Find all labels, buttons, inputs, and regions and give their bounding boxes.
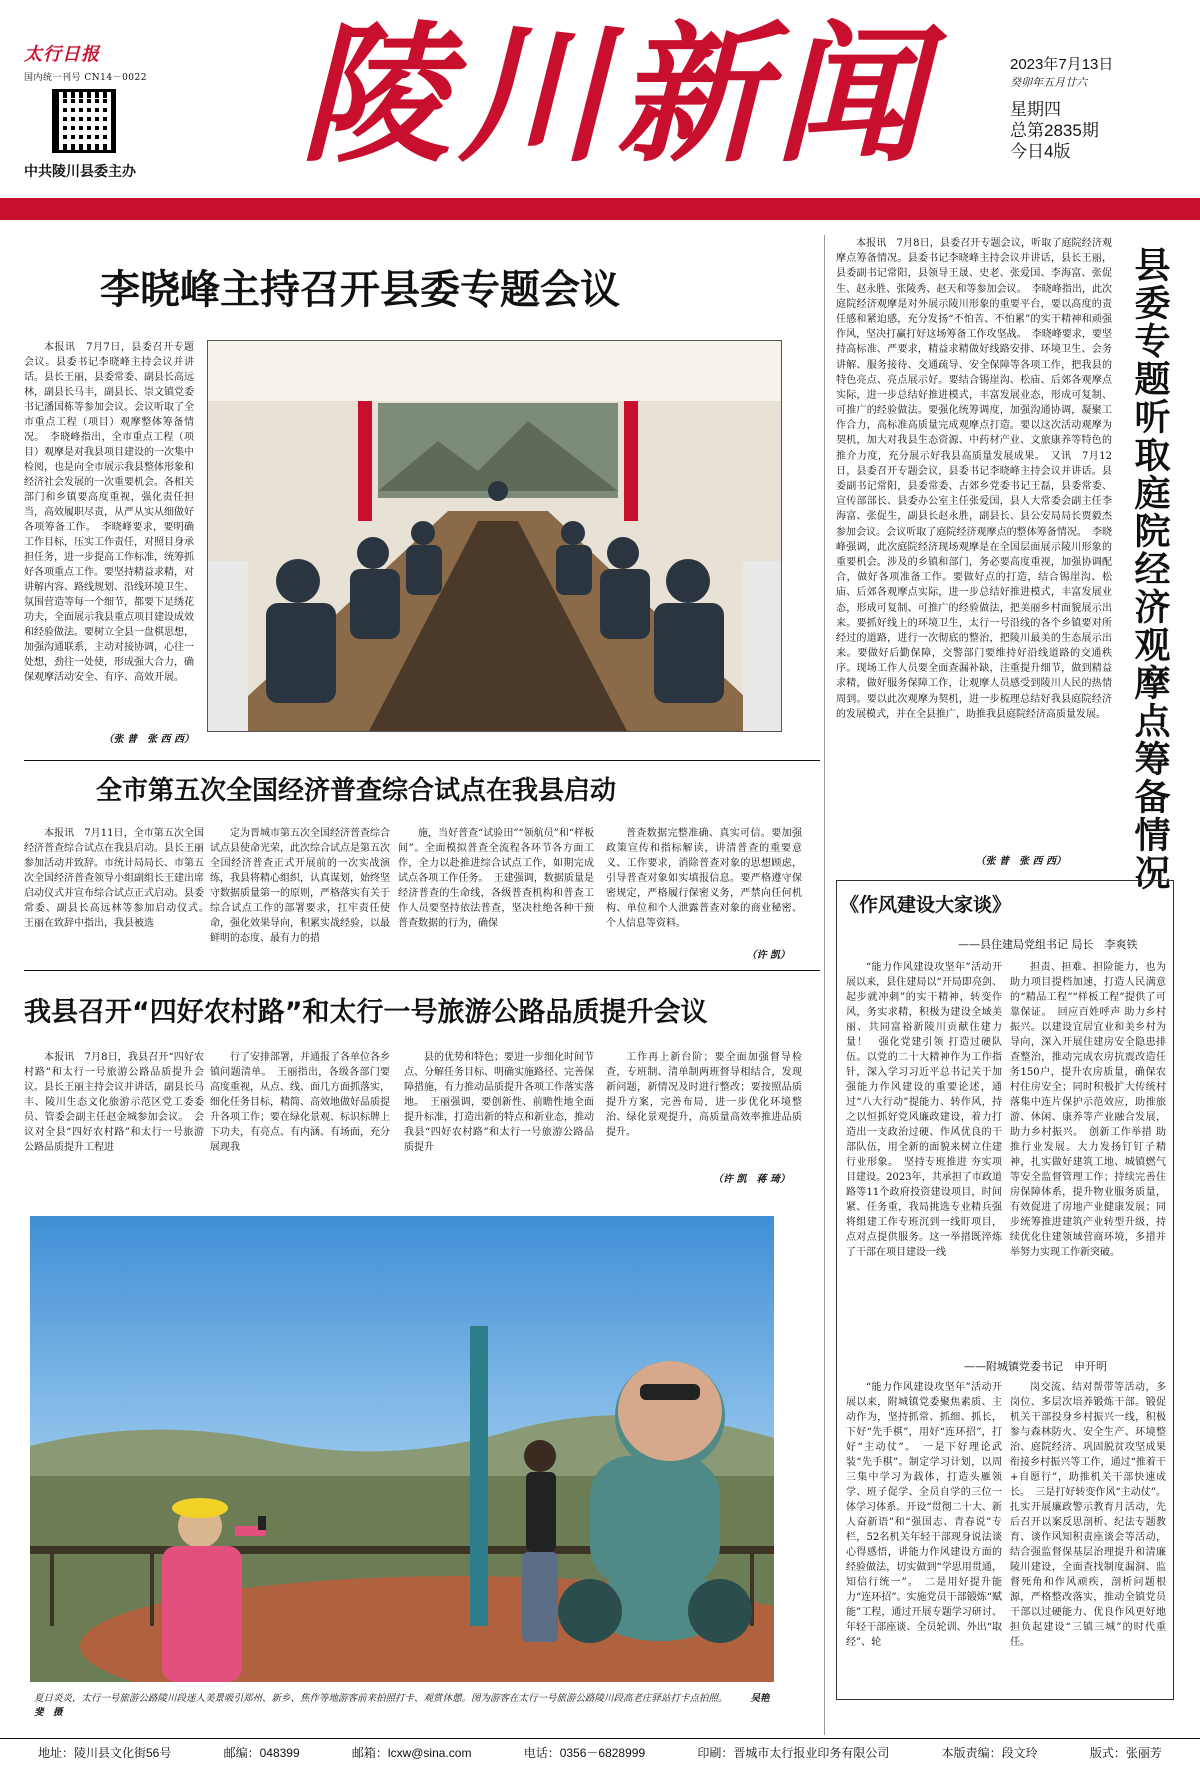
lunar-date: 癸卯年五月廿六 [1010,76,1087,89]
article2-col1-text: 本报讯 7月11日，全市第五次全国经济普查综合试点在我县启动。县长王丽参加活动并致辞。市统计局局长、市第五次全国经济普查领导小组副组长王建出席启动仪式并宣布综合试点正式启动。县委常委、副县长高远林等参加启动仪式。 王丽在致辞中指出，我县被选 [24,828,204,929]
footer-printer: 印刷：晋城市太行报业印务有限公司 [697,1746,890,1760]
footer-phone: 电话：0356－6828999 [523,1746,646,1760]
article2-col2 [210,826,390,946]
column-piece2-a-text: “能力作风建设攻坚年”活动开展以来，附城镇党委聚焦素质、主动作为，坚持抓常、抓细、抓长，下好“先手棋”，用好“连环招”，打好“主动仗”。 一是下好理论武装“先手棋”。制定学习计划，以周三集中学习为载体，打造头雁领学、班子促学、全员自学的三位一体学习体系。开设“贯彻二十大、新人奋新语”和“强国志、青春说”专栏，52名机关年轻干部现身说法谈心得感悟，讲能力作风建设方面的经验做法，切实做到“学思用贯通，知信行统一”。 二是用好提升能力“连环招”。实施党员干部锻炼“赋能”工程，通过开展专题学习研讨、年轻干部座谈、全员轮训、外出“取经”、轮 [846,1382,1002,1648]
masthead-info [1010,56,1190,162]
footer-email: 邮箱：lcxw@sina.com [351,1746,472,1760]
caption-text: 夏日炎炎，太行一号旅游公路陵川段迷人美景吸引郑州、新乡、焦作等地游客前来拍照打卡、观赏休憩。图为游客在太行一号旅游公路陵川段高老庄驿站打卡点拍照。 [34,1693,728,1704]
column-author-2: ——附城镇党委书记 申开明 [964,1360,1107,1373]
article1-text: 本报讯 7月7日，县委召开专题会议。县委书记李晓峰主持会议并讲话。县长王丽，县委常委、副县长高远林，副县长马丰，副县长、崇文镇党委书记潘国栋等参加会议。会议听取了全市重点工程（项目）观摩整体筹备情况。 李晓峰指出，全市重点工程（项目）观摩是对我县项目建设的一次集中检阅，也是向全市展示我县整体形象和经济社会发展的一次重要机会。各相关部门和乡镇要高度重视，强化责任担当，高效履职尽责，从严从实从细做好各项筹备工作。 李晓峰要求，要明确工作目标，压实工作责任，对照目身承担任务，进一步提高工作标准，统筹抓好各项重点工作。要坚持精益求精，对讲解内容、路线规划、沿线环境卫生、氛围营造等每一个细节，都要下足绣花功夫，全面展示我县重点项目建设成效和经验做法。要树立全县一盘棋思想，加强沟通联系，主动对接协调，心往一处想，劲往一处使，形成强大合力，确保观摩活动安全、有序、高效开展。 [24,342,194,683]
article3-col1-text: 本报讯 7月8日，我县召开“四好农村路”和太行一号旅游公路品质提升会议。县长王丽主持会议并讲话，副县长马丰、陵川生态文化旅游示范区党工委委员、管委会副主任赵金城参加会议。 会议对全县“四好农村路”和太行一号旅游公路品质提升工程进 [24,1052,204,1153]
issue-number: 总第2835期 [1010,120,1099,140]
article2-byline: （许 凯） [746,950,790,961]
column-piece2-b-text: 岗交流、结对帮带等活动，多岗位、多层次培养锻炼干部。锻促机关干部投身乡村振兴一线，积极参与森林防火、安全生产、环境整治、庭院经济、巩固脱贫攻坚成果衔接乡村振兴等工作，通过“推着干+自愿行”，助推机关干部快速成长。 三是打好转变作风“主动仗”。扎实开展廉政警示教育月活动，先后召开以案反思剖析、纪法专题教育、谈作风知积责座谈会等活动，结合强监督保基层治理提升和清廉陵川建设，全面查找制度漏洞、监督死角和作风顽疾，剖析问题根源，严格整改落实，推动全镇党员干部以过硬能力、优良作风更好地担负起建设“三镇三城”的时代重任。 [1010,1382,1166,1648]
side-article-text: 本报讯 7月8日，县委召开专题会议，听取了庭院经济观摩点筹备情况。县委书记李晓峰主持会议并讲话，县长王丽，县委副书记常阳，县领导王晟、史老、张爱国、李海富、张促生、赵永胜、张陵秀、赵天和等参加会议。 李晓峰指出，此次庭院经济观摩是对外展示陵川形象的重要平台，要以高度的责任感和紧迫感，充分发扬“不怕苦、不怕累”的实干精神和顽强作风，坚决打赢打好这场筹备工作攻坚战。 李晓峰要求，要坚持高标准、严要求，精益求精做好线路安排、环境卫生、会务讲解、服务接待、交通疏导、安全保障等各项工作，把我县的特色亮点、亮点展示好。要结合锡崖沟、松庙、后郊各观摩点实际，进一步总结好推进模式，丰富发展业态，形成可复制、可推广的经验做法。要强化统筹调度，加强沟通协调，凝聚工作合力，高标准高质量完成观摩点打造。要以这次活动观摩为契机，加大对我县生态资源、中药材产业、文旅康养等特色的推介力度，充分展示好我县高质量发展成果。 又讯 7月12日，县委召开专题会议，县委书记李晓峰主持会议并讲话。县委副书记常阳，县委常委、古郊乡党委书记王磊，县委常委、宣传部部长、县委办公室主任张爱国，县人大常委会副主任李海富、张促生，副县长赵永胜，副县长、县公安局局长贾毅杰参加会议。会议听取了庭院经济观摩点的整体筹备情况。 李晓峰强调，此次庭院经济现场观摩是在全国层面展示陵川形象的重要机会。涉及的乡镇和部门，务必要高度重视，加强协调配合，做好各项准备工作。要做好点的打造，结合锡崖沟、松庙、后郊各观摩点实际，进一步总结好推进模式，丰富发展业态，形成可复制、可推广的经验做法，把美丽乡村面貌展示出来。要抓好线上的环境卫生，太行一号沿线的各个乡镇要对所经过的道路，进行一次彻底的整治，把陵川最美的生态展示出来。要做好后勤保障，交警部门要维持好沿线道路的交通秩序。现场工作人员要全面查漏补缺，注重提升细节，做到精益求精，做好服务保障工作，让观摩人员感受到陵川人民的热情周到。要以此次观摩为契机，进一步梳理总结好我县庭院经济的发展模式，并在全县推广，助推我县庭院经济高质量发展。 [836,238,1112,720]
article2-col4 [606,826,802,946]
photo-credit: 吴艳斐 摄 [34,1693,770,1719]
article3-headline: 我县召开“四好农村路”和太行一号旅游公路品质提升会议 [24,997,708,1028]
column-piece2-a [846,1380,1002,1694]
article1-body [24,340,194,730]
article2-col4-text: 普查数据完整准确、真实可信。要加强政策宣传和指标解读，讲清普查的重要意义、工作要求，消除普查对象的思想顾虑，引导普查对象如实填报信息。要严格遵守保密规定，严格履行保密义务，严禁向任何机构、单位和个人泄露普查对象的商业秘密、个人信息等资料。 [606,828,802,929]
masthead-left [24,40,164,180]
article2-headline: 全市第五次全国经济普查综合试点在我县启动 [96,776,617,806]
column-piece1-a-text: “能力作风建设攻坚年”活动开展以来，县住建局以“开局即亮剑、起步就冲刺”的实干精神，转变作风，务实求精，积极为建设全域美丽、共同富裕新陵川贡献住建力量！ 强化党建引领 打造过硬队伍。以党的二十大精神作为工作指针，深入学习习近平总书记关于加强能力作风建设的重要论述，通过“八大行动”提能力、转作风，持之以恒抓好党风廉政建设，着力打造出一支政治过硬、作风优良的干部队伍，用全新的面貌来树立住建行业形象。 坚持专班推进 夯实项目建设。2023年，共承担了市政道路等11个政府投资建设项目，时间紧、任务重，我局挑选专业精兵强将组建工作专班沉到一线盯项目，点对点提供服务。这一举措既淬炼了干部在项目建设一线 [846,962,1002,1258]
footer-postcode: 邮编：048399 [223,1746,300,1760]
footer-designer: 版式：张丽芳 [1089,1746,1162,1760]
divider [24,970,820,971]
issn: 国内统一刊号 CN14－0022 [24,73,147,83]
qr-code-icon [52,89,116,153]
column-box-title: 《作风建设大家谈》 [840,894,1012,916]
photo-caption [34,1692,774,1721]
article3-col2 [210,1050,390,1200]
article1-byline: （张 普 张 西 西） [103,734,194,745]
footer-address: 地址：陵川县文化街56号 [38,1746,172,1760]
column-divider [824,235,825,1735]
column-author-1: ——县住建局党组书记 局长 李爽铁 [958,938,1138,951]
footer [0,1738,1200,1766]
article2-col3 [398,826,594,946]
weekday: 星期四 [1010,99,1061,119]
masthead-band [0,198,1200,220]
footer-editor: 本版责编：段文玲 [941,1746,1038,1760]
article2-col3-text: 施，当好普查“试验田”“领航员”和“样板间”。全面模拟普查全流程各环节各方面工作，全力以赴推进综合试点工作，如期完成试点各项工作任务。 王建强调，数据质量是经济普查的生命线，各级普查机构和普查工作人员要坚持依法普查，坚决杜绝各种干预普查数据的行为，确保 [398,828,594,929]
article3-col3-text: 县的优势和特色；要进一步细化时间节点、分解任务目标、明确实施路径、完善保障措施，有力推动品质提升各项工作落实落地。 王丽强调，要创新性、前瞻性地全面提升标准，打造出新的特点和新业态，推动我县“四好农村路”和太行一号旅游公路品质提升 [404,1052,594,1153]
organizer: 中共陵川县委主办 [24,164,136,180]
side-article-byline: （张 普 张 西 西） [975,856,1066,867]
article3-byline: （许 凯 蒋 琦） [713,1174,790,1185]
page-count: 今日4版 [1010,142,1071,161]
side-article-body [836,236,1112,836]
newspaper-title: 陵川新闻 [300,7,933,183]
column-piece1-a [846,960,1002,1348]
column-piece1-b-text: 担责、担难、担险能力，也为助力项目提档加速，打造人民满意的“精品工程”“样板工程”提供了可靠保证。 回应百姓呼声 助力乡村振兴。以建设宜居宜业和美乡村为导向，深入开展住建房安全隐患排查整治，推动完成农房抗震改造任务150户，提升农房质量，确保农村住房安全；同时积极扩大传统村落集中连片保护示范效应，助推旅游、休闲、康养等产业融合发展，助力乡村振兴。 创新工作举措 助推行业发展。大力发扬钉钉子精神，扎实做好建筑工地、城镇燃气等安全监督管理工作；持续完善住房保障体系，提升物业服务质量，有效促进了房地产业健康发展；同步统筹推进建筑产业转型升级，持续优化住建领域营商环境，多措并举努力实现工作新突破。 [1010,962,1166,1258]
article3-col3 [404,1050,594,1200]
article2-col2-text: 定为晋城市第五次全国经济普查综合试点县使命光荣，此次综合试点是第五次全国经济普查正式开展前的一次实战演练，我县将精心组织，认真谋划，始终坚守数据质量第一的原则，严格落实有关于综合试点工作的部署要求，扛牢责任使命，强化效果导向，积累实战经验，以最鲜明的态度、最有力的措 [210,828,390,944]
article2-col1 [24,826,204,946]
column-piece2-b [1010,1380,1166,1694]
column-piece1-b [1010,960,1166,1348]
article3-col1 [24,1050,204,1200]
side-article-headline: 县委专题听取庭院经济观摩点筹备情况 [1129,246,1170,892]
article3-col2-text: 行了安排部署，并通报了各单位各乡镇问题清单。 王丽指出，各级各部门要高度重视，从点、线、面几方面抓落实，细化任务目标，精简、高效地做好品质提升各项工作；要在绿化景观、标识标牌上下功夫，有亮点、有内涵、有场面，充分展现我 [210,1052,390,1153]
article3-col4 [606,1050,802,1170]
article1-headline: 李晓峰主持召开县委专题会议 [100,267,620,313]
issue-date: 2023年7月13日 [1010,56,1114,73]
divider [24,760,820,761]
tourism-photo [30,1216,774,1682]
article3-col4-text: 工作再上新台阶；要全面加强督导检查，专班制、清单制两班督导相结合，发现新问题，新情况及时进行整改；要按照品质提升方案，完善布局，进一步优化环境整治、绿化景观提升，高质量高效率推进品质提升。 [606,1052,802,1138]
meeting-photo [207,340,782,732]
brand-logo: 太行日报 [24,44,100,65]
